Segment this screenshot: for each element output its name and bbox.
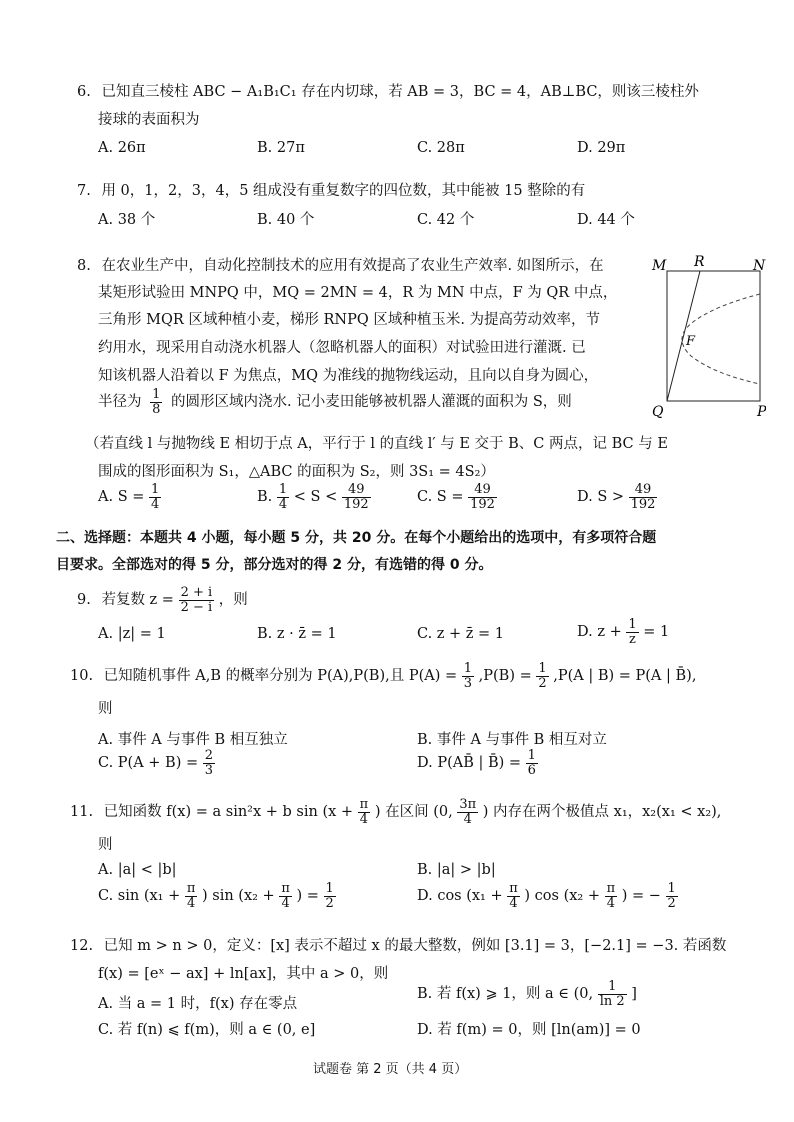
q8-line1 xyxy=(77,254,604,275)
q11-text-d: (0, xyxy=(433,804,453,821)
q11-line2: 则 xyxy=(98,837,113,853)
q11-text-a: 已知函数 f(x) = a sin²x + b sin xyxy=(103,804,318,821)
frac-denominator: 2 − i xyxy=(180,599,213,615)
q7-stem: 用 0，1，2，3，4，5 组成没有重复数字的四位数，其中能被 15 整除的有 xyxy=(101,183,586,199)
q6-option-d: D. 29π xyxy=(577,140,626,156)
option-post: = 1 xyxy=(643,624,670,641)
frac-denominator: 4 xyxy=(281,895,290,911)
section2-heading-line2: 目要求。全部选对的得 5 分，部分选对的得 2 分，有选错的得 0 分。 xyxy=(56,557,493,573)
q8-text-1: 在农业生产中，自动化控制技术的应用有效提高了农业生产效率. 如图所示，在 xyxy=(101,258,604,274)
fraction xyxy=(605,882,618,910)
section2-heading-line1: 二、选择题：本题共 4 小题，每小题 5 分，共 20 分。在每个小题给出的选项中，有多项符合题 xyxy=(56,530,657,546)
label-r: R xyxy=(694,254,705,270)
frac-denominator: 192 xyxy=(343,496,369,512)
frac-numerator: 3π xyxy=(459,797,477,812)
frac-denominator: 192 xyxy=(630,496,656,512)
frac-numerator: 1 xyxy=(598,980,627,995)
q9-option-c: C. z + z̄ = 1 xyxy=(417,626,505,642)
fraction xyxy=(507,882,520,910)
q8-text-6 xyxy=(98,388,572,416)
q11-text-e: ) 内存在两个极值点 x₁，x₂(x₁ < x₂), xyxy=(482,804,722,821)
frac-numerator: 1 xyxy=(463,661,473,676)
q8-option-a xyxy=(98,483,161,511)
frac-numerator: 1 xyxy=(667,881,676,896)
q6-line1 xyxy=(77,80,699,101)
q12-text-1: 已知 m > n > 0，定义：[x] 表示不超过 x 的最大整数，例如 [3.1] = 3，[−2.1] = −3. 若函数 xyxy=(103,938,727,954)
q6-number: 6. xyxy=(77,84,91,100)
q9-option-a: A. |z| = 1 xyxy=(98,626,166,642)
fraction xyxy=(342,483,371,511)
option-label: D. z + xyxy=(577,624,622,641)
fraction xyxy=(203,749,215,777)
frac-denominator: 6 xyxy=(527,762,536,778)
frac-numerator: π xyxy=(359,797,369,812)
fraction xyxy=(629,483,658,511)
frac-denominator: 4 xyxy=(186,895,196,911)
fraction xyxy=(626,618,638,646)
option-text-a: D. cos (x₁ + xyxy=(417,888,503,905)
q10-option-b: B. 事件 A 与事件 B 相互对立 xyxy=(417,732,607,748)
q7-option-c: C. 42 个 xyxy=(417,212,475,228)
q10-text-a: 已知随机事件 A,B 的概率分别为 P(A),P(B),且 P(A) = xyxy=(103,668,458,685)
frac-numerator: 1 xyxy=(325,881,334,896)
q8-radius-fraction xyxy=(150,388,162,416)
q12-option-a: A. 当 a = 1 时，f(x) 存在零点 xyxy=(98,996,298,1012)
q8-hint-2: 围成的图形面积为 S₁，△ABC 的面积为 S₂，则 3S₁ = 4S₂） xyxy=(98,464,495,480)
option-label: C. S = xyxy=(417,489,464,506)
frac-denominator: 192 xyxy=(470,496,495,512)
frac-numerator: 1 xyxy=(278,482,288,497)
label-n: N xyxy=(753,258,766,274)
q8-text-6-post: 的圆形区域内浇水. 记小麦田能够被机器人灌溉的面积为 S，则 xyxy=(171,394,572,411)
q10-stem xyxy=(70,662,696,690)
frac-denominator: 4 xyxy=(151,496,160,512)
q8-field-diagram xyxy=(648,252,766,422)
label-m: M xyxy=(652,258,667,274)
q7-line1 xyxy=(77,179,585,200)
frac-denominator: 4 xyxy=(278,496,288,512)
q10-option-c xyxy=(98,749,215,777)
q6-option-c: C. 28π xyxy=(417,140,465,156)
q11-number: 11. xyxy=(70,804,94,821)
frac-numerator: 49 xyxy=(629,483,658,498)
frac-numerator: 1 xyxy=(628,617,637,632)
fraction xyxy=(598,980,627,1008)
option-post: ] xyxy=(631,986,637,1003)
label-p: P xyxy=(757,404,766,420)
field-rectangle xyxy=(667,271,760,401)
q7-option-a: A. 38 个 xyxy=(98,212,156,228)
frac-denominator: 2 xyxy=(667,895,676,911)
q10-line2: 则 xyxy=(98,701,113,717)
q10-text-c: ,P(A | B) = P(A | B̄), xyxy=(553,668,697,685)
q9-pre: 若复数 z = xyxy=(101,592,174,609)
frac-numerator: 2 xyxy=(204,748,214,763)
frac-denominator: 4 xyxy=(606,895,615,911)
fraction xyxy=(277,483,289,511)
q9-post: ，则 xyxy=(218,592,248,609)
fraction xyxy=(324,882,336,910)
q8-number: 8. xyxy=(77,258,91,274)
q8-radius-label: 半径为 xyxy=(98,394,142,411)
fraction xyxy=(185,882,198,910)
q11-text-b: (x + xyxy=(322,804,354,821)
option-label: A. S = xyxy=(98,489,145,506)
frac-numerator: 1 xyxy=(527,748,536,763)
q11-text-c: ) 在区间 xyxy=(374,804,429,821)
q12-option-d: D. 若 f(m) = 0，则 [ln(am)] = 0 xyxy=(417,1022,641,1038)
q11-option-c xyxy=(98,882,336,910)
page-footer: 试题卷 第 2 页（共 4 页） xyxy=(313,1062,468,1077)
option-text-c: ) = − xyxy=(621,888,661,905)
frac-denominator: 4 xyxy=(509,895,518,911)
fraction xyxy=(468,483,497,511)
frac-denominator: z xyxy=(629,631,636,647)
frac-numerator: π xyxy=(186,881,196,896)
fraction xyxy=(358,798,371,826)
q9-option-b: B. z · z̄ = 1 xyxy=(257,626,337,642)
q7-option-b: B. 40 个 xyxy=(257,212,315,228)
fraction xyxy=(526,749,538,777)
fraction xyxy=(666,882,678,910)
frac-denominator: ln 2 xyxy=(599,993,625,1009)
frac-numerator: 49 xyxy=(468,483,497,498)
label-q: Q xyxy=(652,404,664,420)
option-text-b: ) sin (x₂ + xyxy=(202,888,275,905)
label-f: F xyxy=(686,334,696,349)
q10-option-a: A. 事件 A 与事件 B 相互独立 xyxy=(98,732,288,748)
option-label: D. P(AB̄ | B̄) = xyxy=(417,755,522,772)
frac-numerator: π xyxy=(509,881,518,896)
frac-denominator: 4 xyxy=(463,811,472,827)
frac-numerator: π xyxy=(281,881,290,896)
frac-numerator: 1 xyxy=(151,482,160,497)
option-label: D. S > xyxy=(577,489,625,506)
q8-option-d xyxy=(577,483,657,511)
q7-option-d: D. 44 个 xyxy=(577,212,635,228)
q10-number: 10. xyxy=(70,668,94,685)
frac-numerator: π xyxy=(606,881,616,896)
q11-option-a: A. |a| < |b| xyxy=(98,862,177,878)
inequality: < S < xyxy=(293,489,338,506)
fraction xyxy=(457,798,478,826)
frac-numerator: 2 + i xyxy=(180,585,213,600)
q12-line1 xyxy=(70,934,726,955)
q8-text-3: 三角形 MQR 区域种植小麦，梯形 RNPQ 区域种植玉米. 为提高劳动效率，节 xyxy=(98,312,601,328)
q12-option-c: C. 若 f(n) ⩽ f(m)，则 a ∈ (0, e] xyxy=(98,1022,316,1038)
q8-text-5: 知该机器人沿着以 F 为焦点，MQ 为准线的抛物线运动，且向以自身为圆心， xyxy=(98,368,599,384)
q6-line2: 接球的表面积为 xyxy=(98,112,200,128)
option-label: B. xyxy=(257,489,273,506)
option-text-c: ) = xyxy=(296,888,319,905)
fraction xyxy=(536,662,548,690)
q11-option-d xyxy=(417,882,678,910)
frac-denominator: 2 xyxy=(538,675,547,691)
q8-text-4: 约用水，现采用自动浇水机器人（忽略机器人的面积）对试验田进行灌溉. 已 xyxy=(98,340,586,356)
fraction xyxy=(279,882,292,910)
q11-option-b: B. |a| > |b| xyxy=(417,862,496,878)
q9-stem xyxy=(77,586,248,614)
q12-option-b xyxy=(417,980,637,1008)
option-label: C. P(A + B) = xyxy=(98,755,199,772)
q12-number: 12. xyxy=(70,938,94,954)
q6-option-a: A. 26π xyxy=(98,140,146,156)
q6-stem: 已知直三棱柱 ABC − A₁B₁C₁ 存在内切球，若 AB = 3，BC = 4，AB⊥BC，则该三棱柱外 xyxy=(101,84,699,100)
q8-option-b xyxy=(257,483,371,511)
frac-denominator: 3 xyxy=(463,675,473,691)
frac-denominator: 8 xyxy=(152,401,161,417)
frac-denominator: 4 xyxy=(359,811,369,827)
line-qr xyxy=(667,271,700,401)
q8-text-2: 某矩形试验田 MNPQ 中，MQ = 2MN = 4，R 为 MN 中点，F 为 QR 中点， xyxy=(98,285,618,301)
frac-denominator: 3 xyxy=(204,762,214,778)
option-text-b: ) cos (x₂ + xyxy=(524,888,600,905)
q10-option-d xyxy=(417,749,538,777)
frac-numerator: 49 xyxy=(342,483,371,498)
q12-line2: f(x) = [eˣ − ax] + ln[ax]，其中 a > 0，则 xyxy=(98,966,389,982)
q7-number: 7. xyxy=(77,183,91,199)
q8-option-c xyxy=(417,483,497,511)
q8-hint-1: （若直线 l 与抛物线 E 相切于点 A，平行于 l 的直线 l′ 与 E 交于 B、C 两点，记 BC 与 E xyxy=(85,436,668,452)
option-text-a: C. sin (x₁ + xyxy=(98,888,181,905)
q9-option-d xyxy=(577,618,669,646)
frac-numerator: 1 xyxy=(538,661,547,676)
fraction xyxy=(149,483,161,511)
frac-denominator: 2 xyxy=(325,895,334,911)
q10-text-b: ,P(B) = xyxy=(478,668,532,685)
q6-option-b: B. 27π xyxy=(257,140,305,156)
q9-number: 9. xyxy=(77,592,91,609)
fraction xyxy=(179,586,215,614)
option-label: B. 若 f(x) ⩾ 1，则 a ∈ (0, xyxy=(417,986,594,1003)
frac-numerator: 1 xyxy=(152,387,161,402)
q11-stem xyxy=(70,798,721,826)
fraction xyxy=(462,662,474,690)
